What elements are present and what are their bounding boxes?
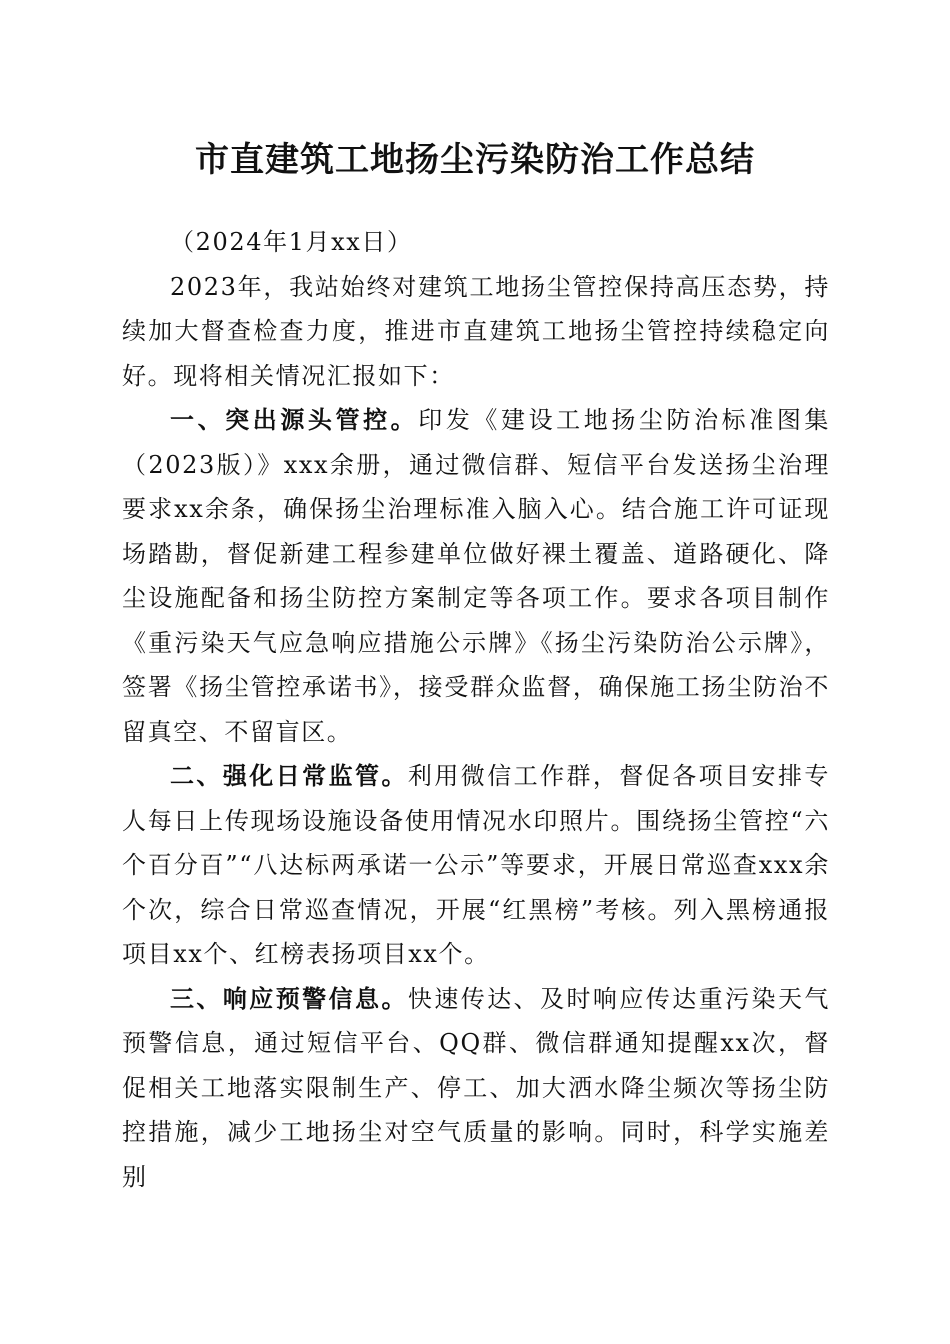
section-heading-3: 三、响应预警信息。 xyxy=(170,984,408,1013)
section-heading-1: 一、突出源头管控。 xyxy=(170,406,419,434)
document-body xyxy=(122,220,830,1199)
document-date: （2024年1月xx日） xyxy=(170,228,413,256)
section-paragraph-3 xyxy=(122,977,830,1200)
document-title: 市直建筑工地扬尘污染防治工作总结 xyxy=(195,140,755,180)
section-text-1: 印发《建设工地扬尘防治标准图集（2023版）》xxx余册，通过微信群、短信平台发送扬尘治理要求xx余条，确保扬尘治理标准入脑入心。结合施工许可证现场踏勘，督促新建工程参建单位做好裸土覆盖、道路硬化、降尘设施配备和扬尘防控方案制定等各项工作。要求各项目制作《重污染天气应急响应措施公示牌》《扬尘污染防治公示牌》，签署《扬尘管控承诺书》，接受群众监督，确保施工扬尘防治不留真空、不留盲区。 xyxy=(122,406,831,746)
section-text-2: 利用微信工作群，督促各项目安排专人每日上传现场设施设备使用情况水印照片。围绕扬尘管控“六个百分百”“八达标两承诺一公示”等要求，开展日常巡查xxx余个次，综合日常巡查情况，开展“红黑榜”考核。列入黑榜通报项目xx个、红榜表扬项目xx个。 xyxy=(122,762,830,968)
section-paragraph-1 xyxy=(122,398,830,754)
intro-paragraph: 2023年，我站始终对建筑工地扬尘管控保持高压态势，持续加大督查检查力度，推进市直建筑工地扬尘管控持续稳定向好。现将相关情况汇报如下： xyxy=(122,272,830,390)
section-paragraph-2 xyxy=(122,754,830,977)
section-text-3: 快速传达、及时响应传达重污染天气预警信息，通过短信平台、QQ群、微信群通知提醒xx次，督促相关工地落实限制生产、停工、加大洒水降尘频次等扬尘防控措施，减少工地扬尘对空气质量的影响。同时，科学实施差别 xyxy=(122,984,830,1191)
section-heading-2: 二、强化日常监管。 xyxy=(170,762,408,790)
